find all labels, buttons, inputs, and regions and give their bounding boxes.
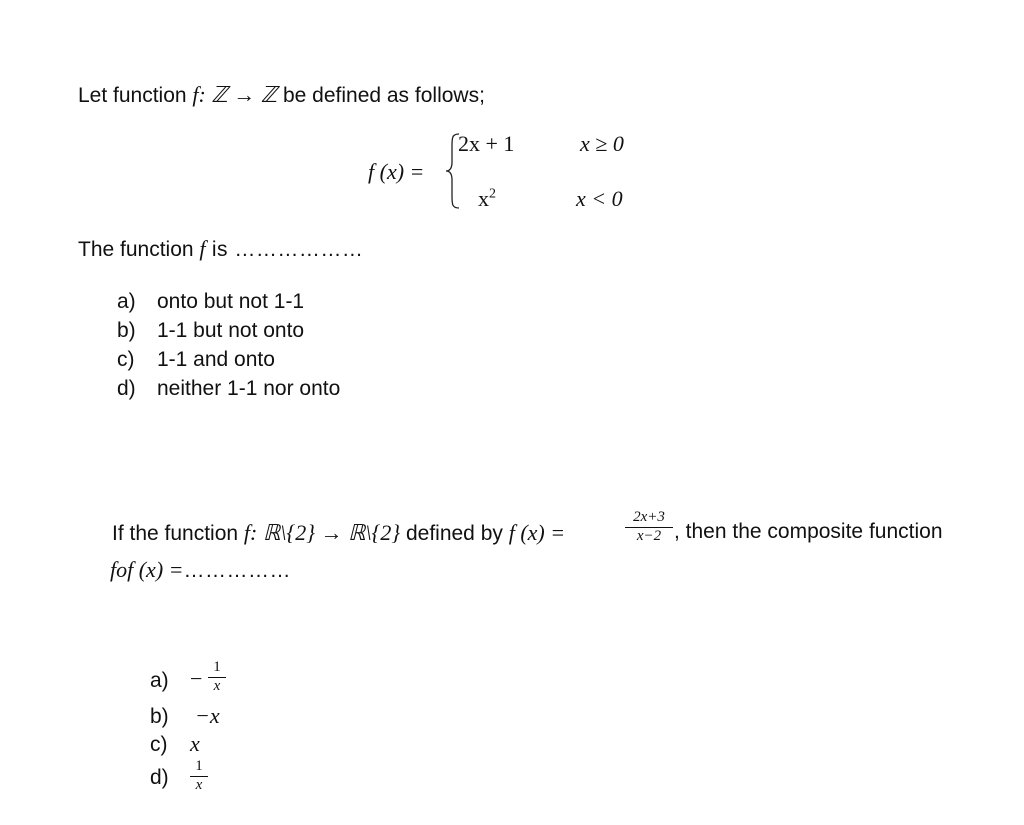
option-a-sign: − — [190, 666, 203, 691]
case1-condition: x ≥ 0 — [580, 131, 624, 156]
fraction-numerator: 1 — [195, 758, 203, 774]
piecewise-lhs: f (x) = — [368, 159, 425, 184]
option-label: a) — [117, 290, 136, 313]
q2-stem-line1 — [112, 520, 565, 546]
fraction-numerator: 1 — [213, 659, 221, 675]
q2-dots: …………… — [183, 559, 291, 582]
q1-stem-prefix: The function — [78, 238, 200, 261]
q1-stem-math: f — [199, 236, 206, 261]
q2-option-a[interactable] — [150, 669, 169, 693]
option-d-fraction — [190, 759, 208, 794]
fraction-denominator: x — [195, 776, 203, 793]
option-text: 1-1 but not onto — [157, 319, 305, 342]
fraction-denominator: x — [213, 677, 221, 694]
q1-option-b[interactable] — [117, 319, 304, 343]
option-label: d) — [117, 377, 136, 400]
option-text: 1-1 and onto — [157, 348, 275, 371]
q2-option-d[interactable] — [150, 766, 169, 790]
q1-option-d[interactable] — [117, 377, 340, 401]
q2-middle: defined by — [400, 522, 509, 545]
q2-stem-line2 — [110, 557, 291, 583]
option-label: c) — [150, 733, 168, 756]
option-label: c) — [117, 348, 135, 371]
option-label: a) — [150, 669, 169, 692]
q2-prefix: If the function — [112, 522, 244, 545]
option-label: b) — [150, 705, 169, 728]
case2-expression: $x^2$ — [478, 186, 496, 211]
q1-intro — [78, 82, 485, 108]
q2-fx-math: f (x) = — [508, 520, 566, 545]
option-b-text: −x — [195, 703, 220, 728]
q1-option-a[interactable] — [117, 290, 304, 314]
case2-condition: x < 0 — [576, 186, 623, 211]
q1-stem-suffix: is ……………… — [205, 238, 364, 261]
q2-fof-math: fof (x) = — [110, 557, 184, 582]
fraction-denominator: x−2 — [636, 527, 662, 544]
q2-fraction — [625, 510, 673, 545]
q2-domain-math: f: ℝ\{2} → ℝ\{2} — [243, 520, 401, 545]
q2-option-b[interactable] — [150, 705, 169, 729]
option-c-text: x — [190, 731, 200, 756]
q2-suffix: , then the composite function — [674, 520, 943, 543]
option-text: neither 1-1 nor onto — [157, 377, 341, 400]
option-label: b) — [117, 319, 136, 342]
q1-stem — [78, 236, 363, 262]
q2-option-c[interactable] — [150, 733, 168, 757]
option-text: onto but not 1-1 — [157, 290, 305, 313]
q1-intro-prefix: Let function — [78, 84, 193, 107]
q1-intro-suffix: be defined as follows; — [277, 84, 485, 107]
option-a-fraction — [208, 660, 226, 695]
fraction-numerator: 2x+3 — [633, 509, 665, 525]
option-label: d) — [150, 766, 169, 789]
q1-intro-math: f: ℤ → ℤ — [192, 82, 278, 107]
case1-expression: 2x + 1 — [458, 131, 515, 156]
q1-option-c[interactable] — [117, 348, 275, 372]
